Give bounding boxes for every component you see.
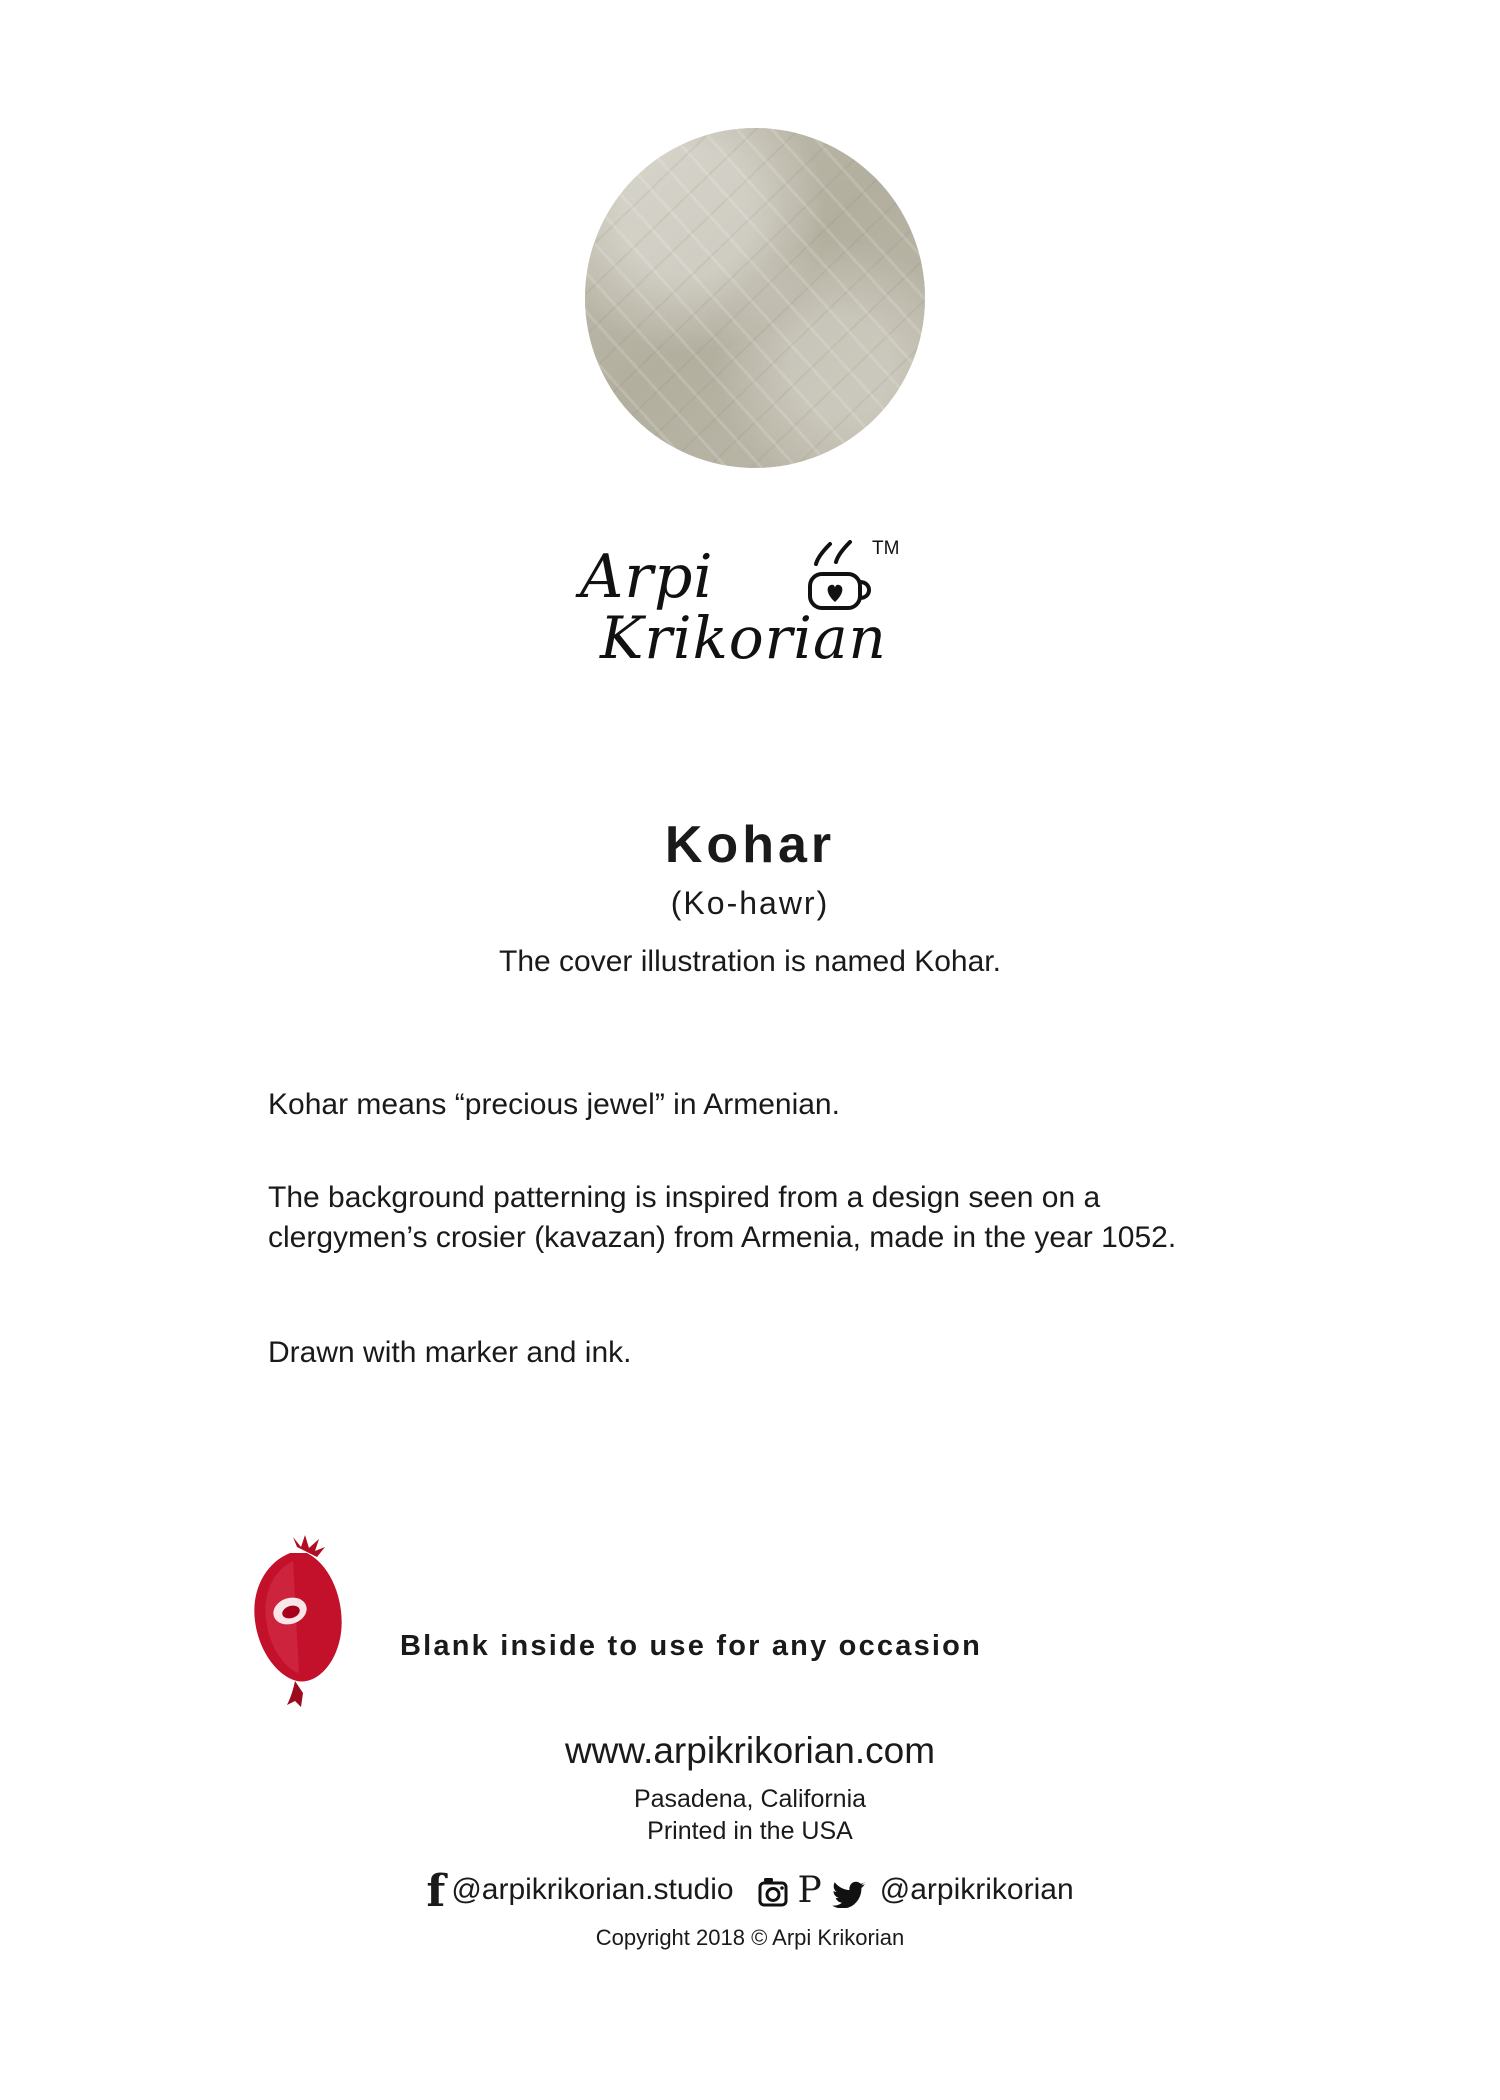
pomegranate-icon — [235, 1535, 365, 1710]
paragraph-meaning: Kohar means “precious jewel” in Armenian. — [268, 1088, 840, 1121]
social-row — [0, 1866, 1500, 1917]
pronunciation: (Ko-hawr) — [670, 885, 830, 921]
pinterest-icon[interactable]: P — [797, 1870, 822, 1911]
heart-cup-icon — [800, 540, 878, 624]
portrait-circle — [585, 128, 925, 468]
blank-inside-note: Blank inside to use for any occasion — [400, 1630, 982, 1662]
page-title: Kohar — [664, 816, 836, 874]
cover-illustration — [585, 128, 925, 468]
paragraph-spacer — [268, 1311, 1268, 1333]
portrait-background-pattern — [585, 128, 925, 468]
city-line: Pasadena, California — [633, 1785, 867, 1813]
copyright-line: Copyright 2018 © Arpi Krikorian — [595, 1925, 905, 1950]
website-url[interactable]: www.arpikrikorian.com — [564, 1730, 936, 1771]
printed-line: Printed in the USA — [647, 1817, 853, 1845]
instagram-icon[interactable] — [758, 1877, 788, 1907]
social-handle[interactable]: @arpikrikorian — [879, 1873, 1074, 1906]
social-icon-group — [758, 1870, 866, 1911]
logo-last-name: Krikorian — [600, 604, 887, 672]
pomegranate-illustration — [235, 1535, 365, 1710]
trademark-mark: TM — [872, 538, 900, 559]
paragraph-medium: Drawn with marker and ink. — [268, 1335, 632, 1369]
logo-first-name: Arpi — [580, 542, 714, 612]
facebook-handle[interactable]: @arpikrikorian.studio — [451, 1873, 734, 1906]
description-block — [268, 1085, 1268, 1373]
twitter-icon[interactable] — [832, 1878, 866, 1908]
facebook-icon[interactable]: f — [426, 1866, 446, 1917]
paragraph-background: The background patterning is inspired from a design seen on a clergymen’s crosier (kavazan) from Armenia, made in the year 1052. — [268, 1180, 1177, 1254]
subtitle: The cover illustration is named Kohar. — [499, 945, 1001, 978]
brand-logo — [560, 530, 980, 690]
